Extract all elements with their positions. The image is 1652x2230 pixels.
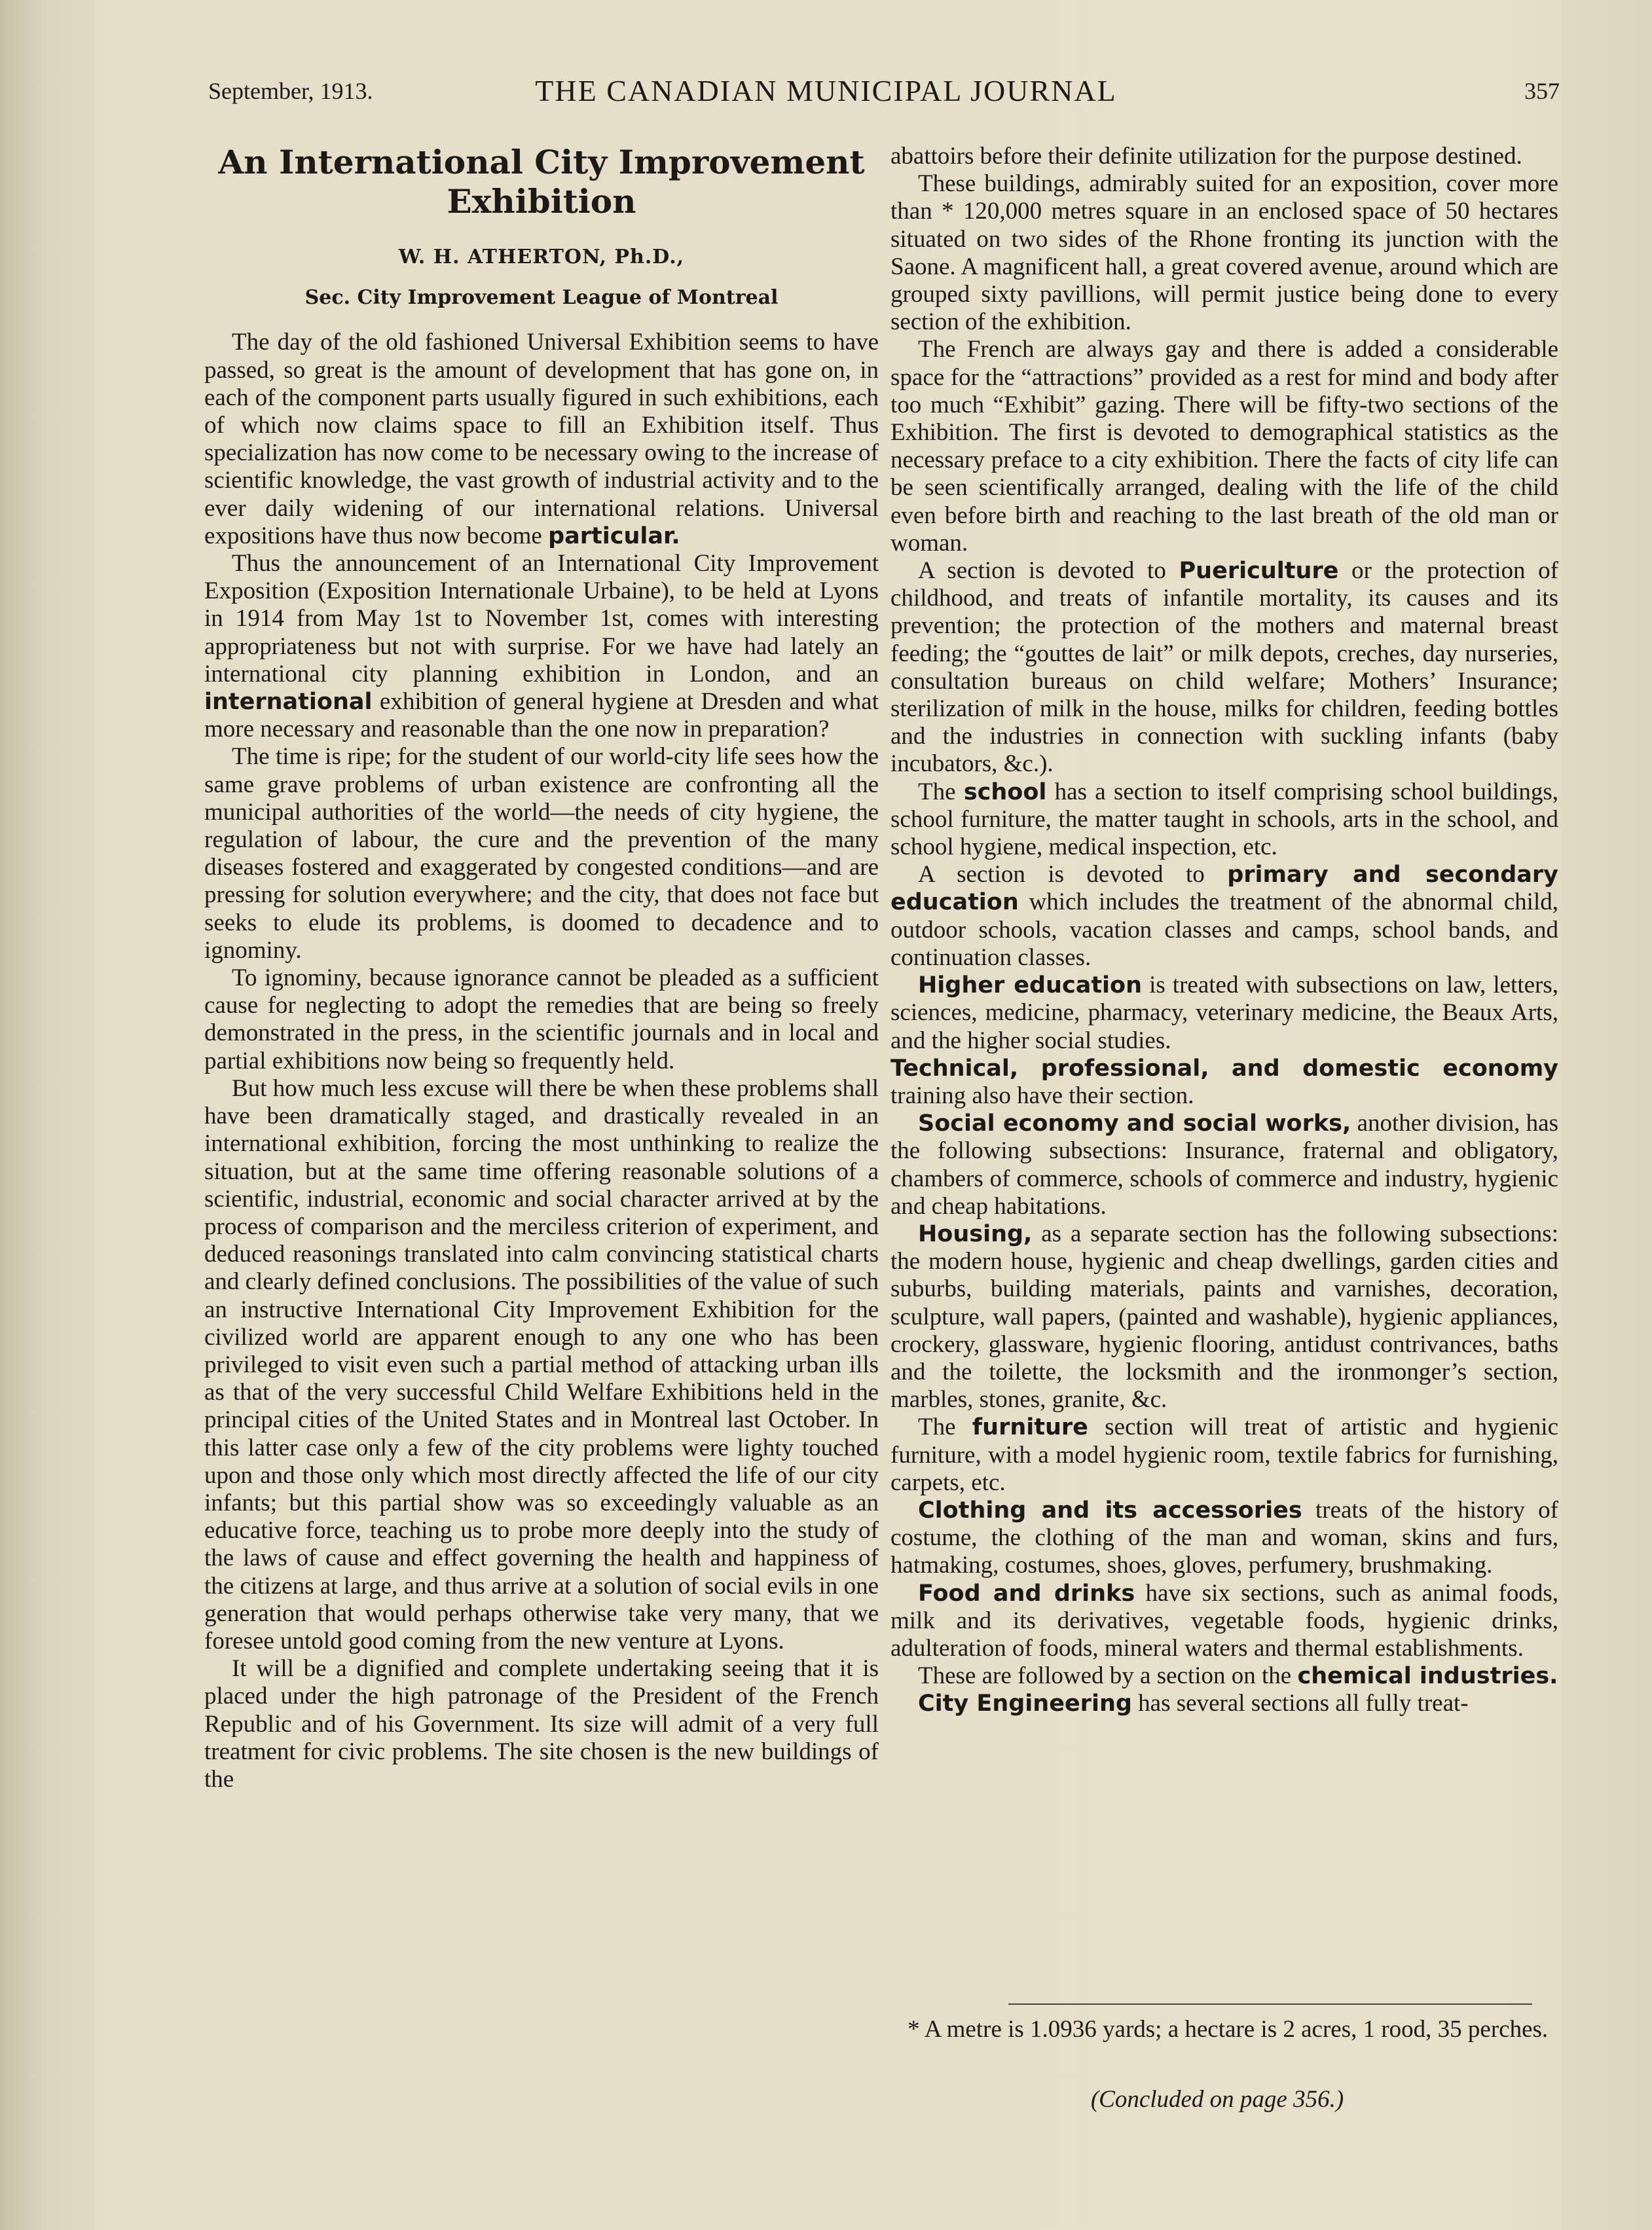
journal-title: THE CANADIAN MUNICIPAL JOURNAL [535,74,1117,107]
paragraph: The furniture section will treat of artistic and hygienic furniture, with a model hygienic room, textile fabrics for furnishing, carpets, etc. [890,1414,1559,1496]
paragraph: These are followed by a section on the chemical industries. [918,1662,1558,1690]
continuation-note: (Concluded on page 356.) [1090,2086,1344,2113]
paragraph: City Engineering has several sections all fully treat- [918,1690,1469,1717]
paragraph: abattoirs before their definite utilization for the purpose destined. [890,143,1522,170]
right-column [890,143,1558,1718]
paragraph: Technical, professional, and domestic economy training also have their section. [890,1055,1558,1109]
paragraph: Social economy and social works, another division, has the following subsections: Insurance, fraternal and obligatory, chambers of commerce, schools of commerce and industry, hygienic and cheap habitations. [890,1110,1558,1220]
paragraph: These buildings, admirably suited for an exposition, cover more than * 120,000 metres square in an enclosed space of 50 hectares situated on two sides of the Rhone fronting its junction with the Saone. A magnificent hall, a great covered avenue, around which are grouped sixty pavillions, will permit justice being done to every section of the exhibition. [890,170,1558,336]
footnote: * A metre is 1.0936 yards; a hectare is 2 acres, 1 rood, 35 perches. [908,2016,1549,2043]
header-date: September, 1913. [208,78,373,104]
article-title: An International City Improvement Exhibition [218,143,865,221]
paragraph: Food and drinks have six sections, such as animal foods, milk and its derivatives, vegetable foods, hygienic drinks, adulteration of foods, mineral waters and thermal establishments. [890,1579,1558,1662]
article-author: W. H. ATHERTON, Ph.D., [398,246,685,268]
paragraph: The day of the old fashioned Universal Exhibition seems to have passed, so great is the amount of development that has gone on, in each of the component parts usually figured in such exhibitions, each of which now claims space to fill an Exhibition itself. Thus specialization has now come to be necessary owing to the increase of scientific knowledge, the vast growth of industrial activity and to the ever daily widening of our international relations. Universal expositions have thus now become particular. [204,329,879,549]
paragraph: The French are always gay and there is added a considerable space for the “attractions” provided as a rest for mind and body after too much “Exhibit” gazing. There will be fifty-two sections of the Exhibition. The first is devoted to demographical statistics as the necessary preface to a city exhibition. There the facts of city life can be seen scientifically arranged, dealing with the life of the child even before birth and reaching to the last breath of the old man or woman. [890,336,1558,557]
left-column [204,143,879,1793]
paragraph: Thus the announcement of an International City Improvement Exposition (Exposition Internationale Urbaine), to be held at Lyons in 1914 from May 1st to November 1st, comes with interesting appropriateness but not with surprise. For we have had lately an international city planning exhibition in London, and an international exhibition of general hygiene at Dresden and what more necessary and reasonable than the one now in preparation? [204,550,879,743]
page-number: 357 [1524,78,1560,104]
paragraph: A section is devoted to primary and secondary education which includes the treatment of the abnormal child, outdoor schools, vacation classes and camps, school bands, and continuation classes. [890,861,1558,971]
paragraph: The school has a section to itself comprising school buildings, school furniture, the matter taught in schools, arts in the school, and school hygiene, medical inspection, etc. [890,778,1558,861]
paragraph: Clothing and its accessories treats of the history of costume, the clothing of the man and woman, skins and furs, hatmaking, costumes, shoes, gloves, perfumery, brushmaking. [890,1496,1559,1579]
paragraph: To ignominy, because ignorance cannot be pleaded as a sufficient cause for neglecting to adopt the remedies that are being so freely demonstrated in the press, in the scientific journals and in local and partial exhibitions now being so frequently held. [204,964,879,1074]
footnote-divider [1008,2003,1532,2005]
paragraph: A section is devoted to Puericulture or the protection of childhood, and treats of infantile mortality, its causes and its prevention; the protection of the mothers and maternal breast feeding; the “gouttes de lait” or milk depots, creches, day nurseries, consultation bureaus on child welfare; Mothers’ Insurance; sterilization of milk in the house, milks for children, feeding bottles and the industries in connection with suckling infants (baby incubators, &c.). [890,557,1558,778]
author-affiliation: Sec. City Improvement League of Montreal [304,286,779,310]
paragraph: The time is ripe; for the student of our world-city life sees how the same grave problems of urban existence are confronting all the municipal authorities of the world—the needs of city hygiene, the regulation of labour, the cure and the prevention of the many diseases fostered and exaggerated by congested conditions—and are pressing for solution everywhere; and the city, that does not face but seeks to elude its problems, is doomed to decadence and to ignominy. [204,743,879,964]
paragraph: It will be a dignified and complete undertaking seeing that it is placed under the high patronage of the President of the French Republic and of his Government. Its size will admit of a very full treatment for civic problems. The site chosen is the new buildings of the [204,1655,879,1793]
paragraph: But how much less excuse will there be when these problems shall have been dramatically staged, and drastically revealed in an international exhibition, forcing the most unthinking to realize the situation, but at the same time offering reasonable solutions of a scientific, industrial, economic and social character arrived at by the process of comparison and the merciless criterion of experiment, and deduced reasonings translated into calm convincing statistical charts and clearly defined conclusions. The possibilities of the value of such an instructive International City Improvement Exhibition for the civilized world are apparent enough to any one who has been privileged to visit even such a partial method of attacking urban ills as that of the very successful Child Welfare Exhibitions held in the principal cities of the United States and in Montreal last October. In this latter case only a few of the city problems were lighty touched upon and those only which most directly affected the life of our city infants; but this partial show was so exceedingly valuable as an educative force, teaching us to probe more deeply into the study of the laws of cause and effect governing the health and happiness of the citizens at large, and thus arrive at a solution of social evils in one generation that would perhaps otherwise take very many, that we foresee untold good coming from the new venture at Lyons. [204,1074,879,1654]
paragraph: Higher education is treated with subsections on law, letters, sciences, medicine, pharmacy, veterinary medicine, the Beaux Arts, and the higher social studies. [890,972,1558,1054]
paragraph: Housing, as a separate section has the following subsections: the modern house, hygienic and cheap dwellings, garden cities and suburbs, building materials, paints and varnishes, decoration, sculpture, wall papers, (painted and washable), hygienic appliances, crockery, glassware, hygienic flooring, antidust contrivances, baths and the toilette, the locksmith and the ironmonger’s section, marbles, stones, granite, &c. [890,1220,1558,1414]
